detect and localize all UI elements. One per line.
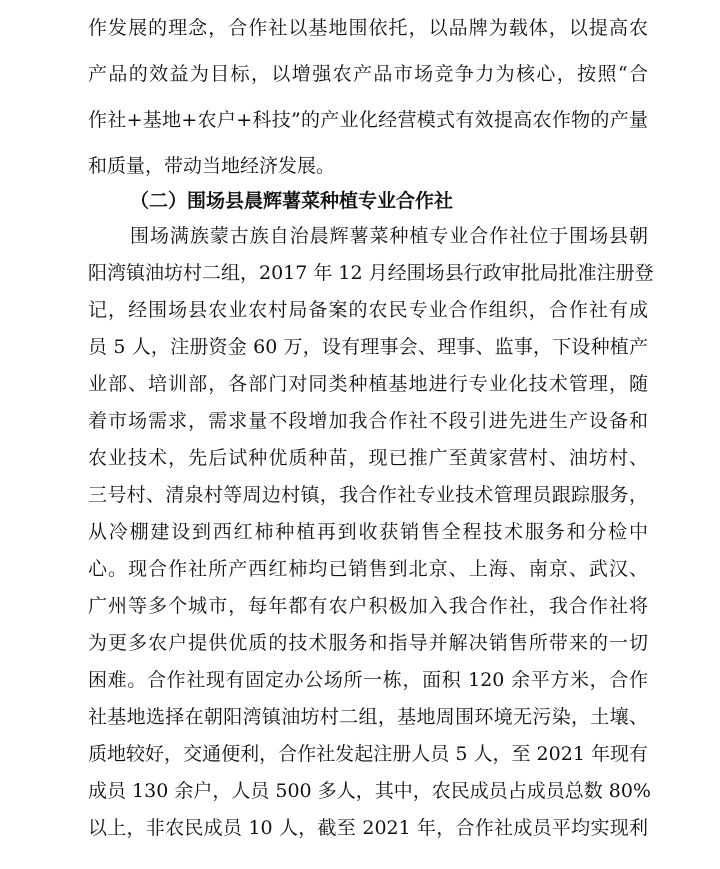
paragraph-line: 困难。合作社现有固定办公场所一栋，面积 120 余平方米，合作	[88, 669, 648, 691]
paragraph-line: 记，经围场县农业农村局备案的农民专业合作组织，合作社有成	[88, 299, 648, 321]
paragraph-line: 心。现合作社所产西红柿均已销售到北京、上海、南京、武汉、	[88, 558, 648, 580]
section-heading: （二）围场县晨辉薯菜种植专业合作社	[130, 190, 454, 212]
paragraph-line: 阳湾镇油坊村二组，2017 年 12 月经围场县行政审批局批准注册登	[88, 262, 654, 284]
paragraph-line: 社基地选择在朝阳湾镇油坊村二组，基地周围环境无污染，土壤、	[88, 706, 648, 728]
paragraph-line: 从冷棚建设到西红柿种植再到收获销售全程技术服务和分检中	[88, 521, 648, 543]
paragraph-line: 业部、培训部，各部门对同类种植基地进行专业化技术管理，随	[88, 373, 648, 395]
paragraph-line: 围场满族蒙古族自治晨辉薯菜种植专业合作社位于围场县朝	[130, 225, 648, 247]
paragraph-line: 作发展的理念，合作社以基地围依托，以品牌为载体，以提高农	[88, 17, 648, 39]
paragraph-line: 成员 130 余户，人员 500 多人，其中，农民成员占成员总数 80%	[88, 780, 651, 802]
paragraph-line: 和质量，带动当地经济发展。	[88, 155, 336, 177]
paragraph-line: 作社+基地+农户+科技”的产业化经营模式有效提高农作物的产量	[88, 109, 648, 131]
paragraph-line: 农业技术，先后试种优质种苗，现已推广至黄家营村、油坊村、	[88, 447, 648, 469]
paragraph-line: 员 5 人，注册资金 60 万，设有理事会、理事、监事，下设种植产	[88, 336, 648, 358]
paragraph-line: 为更多农户提供优质的技术服务和指导并解决销售所带来的一切	[88, 632, 648, 654]
paragraph-line: 产品的效益为目标，以增强农产品市场竞争力为核心，按照“合	[88, 63, 648, 85]
paragraph-line: 广州等多个城市，每年都有农户积极加入我合作社，我合作社将	[88, 595, 648, 617]
paragraph-line: 着市场需求，需求量不段增加我合作社不段引进先进生产设备和	[88, 410, 648, 432]
paragraph-line: 三号村、清泉村等周边村镇，我合作社专业技术管理员跟踪服务，	[88, 484, 648, 506]
paragraph-line: 质地较好，交通便利，合作社发起注册人员 5 人，至 2021 年现有	[88, 743, 648, 765]
paragraph-line: 以上，非农民成员 10 人，截至 2021 年，合作社成员平均实现利	[88, 817, 648, 839]
